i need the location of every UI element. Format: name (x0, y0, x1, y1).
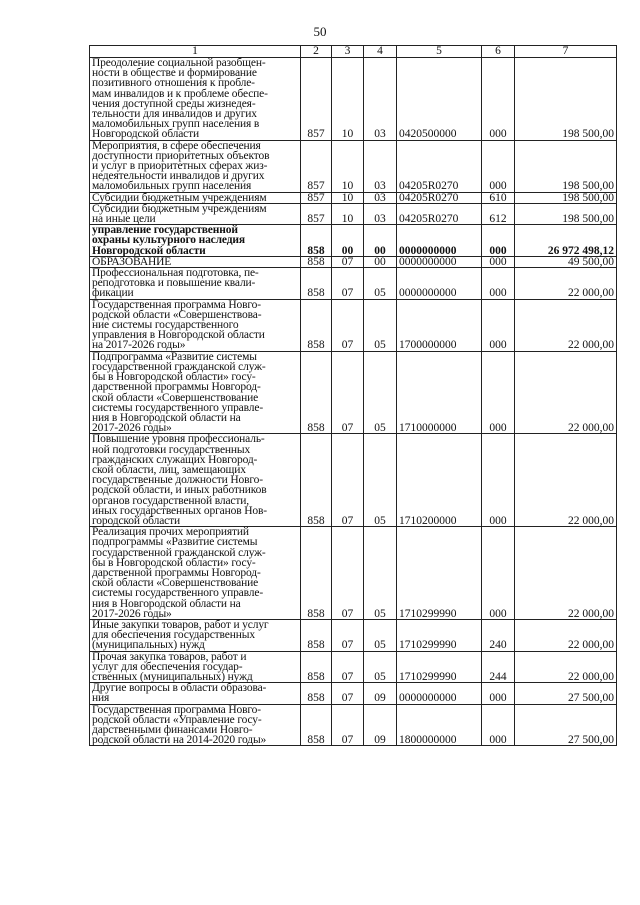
col-header-1: 1 (90, 46, 301, 58)
cell-section: 10 (332, 58, 364, 141)
table-body (90, 58, 617, 746)
cell-target-article: 1710299990 (397, 527, 482, 620)
cell-name: Подпрограмма «Развитие системы государственной гражданской служ- бы в Новгородской области» госу- дарственной программы Новгород- ской области «Совершенствование системы государственного управле- ния в Новгородской области на 2017-2026 годы» (90, 351, 301, 434)
cell-expense-type: 000 (482, 256, 515, 267)
cell-amount: 22 000,00 (515, 351, 617, 434)
cell-admin-code: 858 (301, 527, 332, 620)
cell-section: 00 (332, 225, 364, 257)
cell-section: 07 (332, 704, 364, 746)
cell-subsection: 05 (364, 299, 397, 351)
cell-admin-code: 857 (301, 203, 332, 224)
cell-expense-type: 612 (482, 203, 515, 224)
cell-target-article: 1710299990 (397, 619, 482, 651)
cell-subsection: 03 (364, 58, 397, 141)
cell-admin-code: 858 (301, 225, 332, 257)
cell-admin-code: 858 (301, 351, 332, 434)
cell-expense-type: 000 (482, 434, 515, 527)
table-row (90, 58, 617, 141)
cell-target-article: 1710200000 (397, 434, 482, 527)
cell-name: Субсидии бюджетным учреждениям на иные цели (90, 203, 301, 224)
cell-name: Иные закупки товаров, работ и услуг для обеспечения государственных (муниципальных) нужд (90, 619, 301, 651)
cell-subsection: 05 (364, 351, 397, 434)
cell-expense-type: 000 (482, 225, 515, 257)
col-header-5: 5 (397, 46, 482, 58)
cell-amount: 49 500,00 (515, 256, 617, 267)
cell-subsection: 05 (364, 268, 397, 300)
cell-section: 07 (332, 527, 364, 620)
cell-name: управление государственной охраны культурного наследия Новгородской области (90, 225, 301, 257)
cell-subsection: 09 (364, 683, 397, 704)
table-row (90, 434, 617, 527)
table-row (90, 192, 617, 203)
cell-expense-type: 244 (482, 651, 515, 683)
cell-name: Профессиональная подготовка, пе- реподготовка и повышение квали- фикации (90, 268, 301, 300)
cell-expense-type: 000 (482, 527, 515, 620)
cell-target-article: 0420500000 (397, 58, 482, 141)
cell-section: 10 (332, 192, 364, 203)
table-row (90, 683, 617, 704)
cell-target-article: 04205R0270 (397, 192, 482, 203)
cell-admin-code: 857 (301, 58, 332, 141)
cell-admin-code: 857 (301, 192, 332, 203)
cell-expense-type: 000 (482, 299, 515, 351)
table-row (90, 203, 617, 224)
cell-target-article: 0000000000 (397, 268, 482, 300)
page-number: 50 (313, 24, 327, 39)
col-header-2: 2 (301, 46, 332, 58)
cell-amount: 22 000,00 (515, 434, 617, 527)
cell-subsection: 00 (364, 256, 397, 267)
col-header-3: 3 (332, 46, 364, 58)
cell-section: 07 (332, 299, 364, 351)
table-row (90, 299, 617, 351)
cell-admin-code: 858 (301, 704, 332, 746)
cell-amount: 27 500,00 (515, 704, 617, 746)
cell-admin-code: 858 (301, 256, 332, 267)
cell-subsection: 05 (364, 434, 397, 527)
cell-expense-type: 000 (482, 351, 515, 434)
cell-name: Государственная программа Новго- родской области «Совершенствова- ние системы государственного управления в Новгородской области на 2017-2026 годы» (90, 299, 301, 351)
table-row (90, 619, 617, 651)
cell-name: Преодоление социальной разобщен- ности в обществе и формирование позитивного отношения к пробле- мам инвалидов и к проблеме обеспе- чения доступной среды жизнедея- тельности для инвалидов и других маломобильных групп населения в Новгородской области (90, 58, 301, 141)
budget-table (89, 45, 617, 746)
cell-target-article: 04205R0270 (397, 203, 482, 224)
cell-amount: 198 500,00 (515, 203, 617, 224)
cell-expense-type: 240 (482, 619, 515, 651)
cell-subsection: 03 (364, 203, 397, 224)
table-row (90, 256, 617, 267)
cell-expense-type: 000 (482, 140, 515, 192)
table-row (90, 704, 617, 746)
cell-expense-type: 000 (482, 704, 515, 746)
cell-admin-code: 858 (301, 651, 332, 683)
cell-admin-code: 858 (301, 268, 332, 300)
cell-section: 07 (332, 619, 364, 651)
cell-amount: 26 972 498,12 (515, 225, 617, 257)
cell-amount: 22 000,00 (515, 299, 617, 351)
cell-target-article: 0000000000 (397, 683, 482, 704)
cell-subsection: 09 (364, 704, 397, 746)
cell-name: Государственная программа Новго- родской области «Управление госу- дарственными финансами Новго- родской области на 2014-2020 годы» (90, 704, 301, 746)
table-row (90, 225, 617, 257)
cell-name: Реализация прочих мероприятий подпрограммы «Развитие системы государственной гражданской служ- бы в Новгородской области» госу- дарственной программы Новгород- ской области «Совершенствование системы государственного управле- ния в Новгородской области на 2017-2026 годы» (90, 527, 301, 620)
cell-target-article: 04205R0270 (397, 140, 482, 192)
cell-target-article: 1800000000 (397, 704, 482, 746)
cell-section: 07 (332, 683, 364, 704)
cell-admin-code: 857 (301, 140, 332, 192)
cell-amount: 198 500,00 (515, 192, 617, 203)
cell-name: Субсидии бюджетным учреждениям (90, 192, 301, 203)
col-header-7: 7 (515, 46, 617, 58)
table-row (90, 140, 617, 192)
cell-admin-code: 858 (301, 683, 332, 704)
cell-section: 10 (332, 140, 364, 192)
cell-name: Прочая закупка товаров, работ и услуг для обеспечения государ- ственных (муниципальных) нужд (90, 651, 301, 683)
cell-subsection: 05 (364, 527, 397, 620)
cell-target-article: 0000000000 (397, 225, 482, 257)
cell-section: 07 (332, 268, 364, 300)
col-header-6: 6 (482, 46, 515, 58)
cell-amount: 198 500,00 (515, 140, 617, 192)
cell-subsection: 03 (364, 192, 397, 203)
cell-target-article: 1710299990 (397, 651, 482, 683)
cell-amount: 22 000,00 (515, 527, 617, 620)
cell-target-article: 1700000000 (397, 299, 482, 351)
cell-admin-code: 858 (301, 619, 332, 651)
header-row (90, 46, 617, 58)
cell-expense-type: 610 (482, 192, 515, 203)
table-row (90, 651, 617, 683)
cell-expense-type: 000 (482, 683, 515, 704)
cell-section: 07 (332, 256, 364, 267)
col-header-4: 4 (364, 46, 397, 58)
cell-section: 07 (332, 434, 364, 527)
cell-section: 07 (332, 651, 364, 683)
table-row (90, 527, 617, 620)
cell-admin-code: 858 (301, 299, 332, 351)
cell-subsection: 05 (364, 619, 397, 651)
cell-name: ОБРАЗОВАНИЕ (90, 256, 301, 267)
cell-target-article: 1710000000 (397, 351, 482, 434)
cell-subsection: 00 (364, 225, 397, 257)
cell-name: Мероприятия, в сфере обеспечения доступности приоритетных объектов и услуг в приоритетных сферах жиз- недеятельности инвалидов и других маломобильных групп населения (90, 140, 301, 192)
cell-amount: 22 000,00 (515, 619, 617, 651)
cell-amount: 22 000,00 (515, 268, 617, 300)
cell-target-article: 0000000000 (397, 256, 482, 267)
table-row (90, 268, 617, 300)
cell-subsection: 05 (364, 651, 397, 683)
cell-subsection: 03 (364, 140, 397, 192)
cell-section: 10 (332, 203, 364, 224)
cell-expense-type: 000 (482, 58, 515, 141)
cell-name: Другие вопросы в области образова- ния (90, 683, 301, 704)
cell-name: Повышение уровня профессиональ- ной подготовки государственных гражданских служащих Новгород- ской области, лиц, замещающих государственные должности Новго- родской области, и иных работников органов государственной власти, иных государственных органов Нов- городской области (90, 434, 301, 527)
cell-admin-code: 858 (301, 434, 332, 527)
table-row (90, 351, 617, 434)
cell-section: 07 (332, 351, 364, 434)
cell-amount: 22 000,00 (515, 651, 617, 683)
cell-amount: 198 500,00 (515, 58, 617, 141)
cell-amount: 27 500,00 (515, 683, 617, 704)
cell-expense-type: 000 (482, 268, 515, 300)
